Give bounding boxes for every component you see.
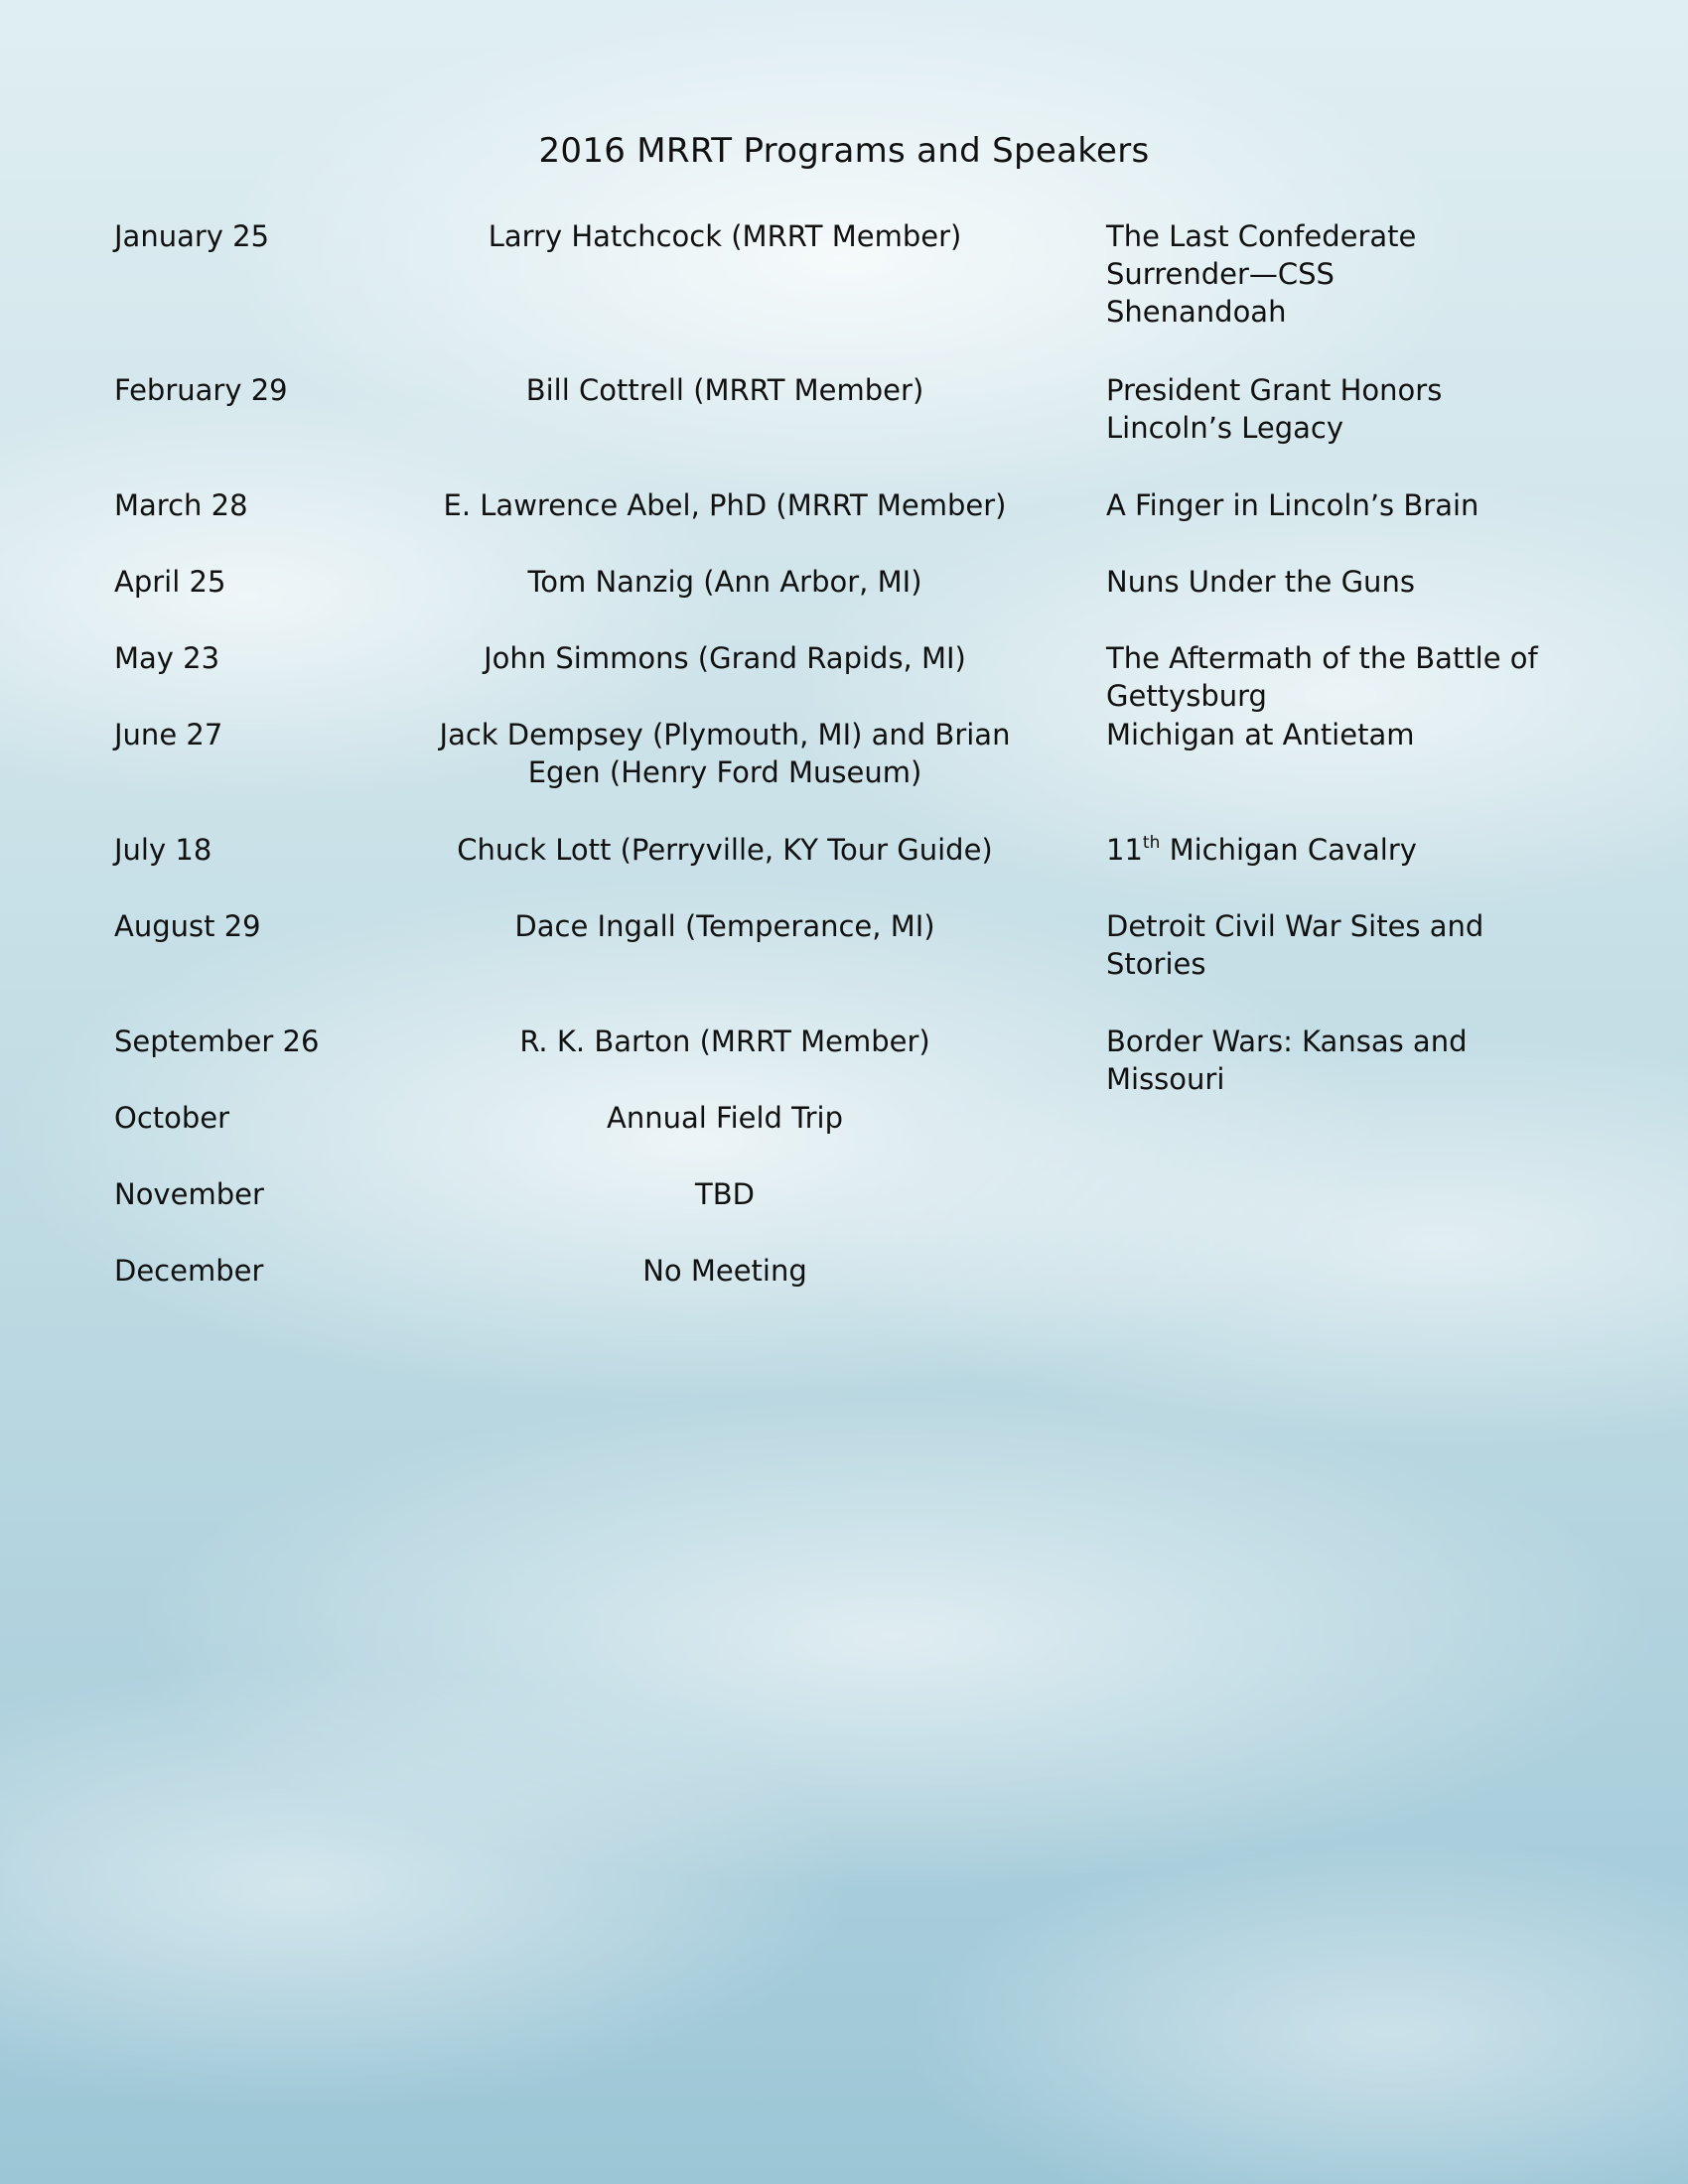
- program-date: December: [114, 1254, 264, 1288]
- program-topic: Border Wars: Kansas and Missouri: [1106, 1024, 1468, 1096]
- program-date: September 26: [114, 1024, 320, 1058]
- program-date: November: [114, 1177, 264, 1211]
- program-date: January 25: [114, 219, 270, 253]
- program-speaker: Chuck Lott (Perryville, KY Tour Guide): [457, 833, 993, 867]
- page-title: 2016 MRRT Programs and Speakers: [538, 131, 1150, 171]
- program-date: August 29: [114, 909, 261, 943]
- program-speaker: No Meeting: [642, 1254, 807, 1288]
- program-topic: A Finger in Lincoln’s Brain: [1106, 488, 1479, 522]
- topic-rest: Michigan Cavalry: [1160, 833, 1417, 867]
- program-speaker: Larry Hatchcock (MRRT Member): [488, 219, 962, 253]
- topic-ordinal-suffix: th: [1142, 833, 1161, 853]
- program-speaker: Annual Field Trip: [606, 1101, 844, 1135]
- program-topic: President Grant Honors Lincoln’s Legacy: [1106, 373, 1443, 445]
- program-date: March 28: [114, 488, 248, 522]
- program-date: February 29: [114, 373, 288, 407]
- program-speaker: Bill Cottrell (MRRT Member): [525, 373, 924, 407]
- program-speaker: E. Lawrence Abel, PhD (MRRT Member): [443, 488, 1007, 522]
- program-speaker: TBD: [695, 1177, 755, 1211]
- program-speaker: John Simmons (Grand Rapids, MI): [484, 641, 966, 675]
- program-topic: [1106, 831, 1573, 869]
- program-date: July 18: [114, 833, 212, 867]
- program-topic: The Aftermath of the Battle of Gettysburg: [1106, 641, 1538, 713]
- topic-ordinal-number: 11: [1106, 833, 1143, 867]
- program-speaker: R. K. Barton (MRRT Member): [519, 1024, 930, 1058]
- program-date: April 25: [114, 565, 226, 599]
- program-speaker: Tom Nanzig (Ann Arbor, MI): [527, 565, 922, 599]
- program-topic: Nuns Under the Guns: [1106, 565, 1415, 599]
- program-topic: Michigan at Antietam: [1106, 718, 1415, 751]
- program-date: October: [114, 1101, 230, 1135]
- program-speaker: Dace Ingall (Temperance, MI): [514, 909, 935, 943]
- program-date: June 27: [114, 718, 223, 751]
- program-topic: The Last Confederate Surrender—CSS Shenandoah: [1106, 219, 1417, 329]
- program-speaker: Jack Dempsey (Plymouth, MI) and Brian Egen (Henry Ford Museum): [439, 718, 1011, 789]
- program-topic: Detroit Civil War Sites and Stories: [1106, 909, 1484, 981]
- program-date: May 23: [114, 641, 220, 675]
